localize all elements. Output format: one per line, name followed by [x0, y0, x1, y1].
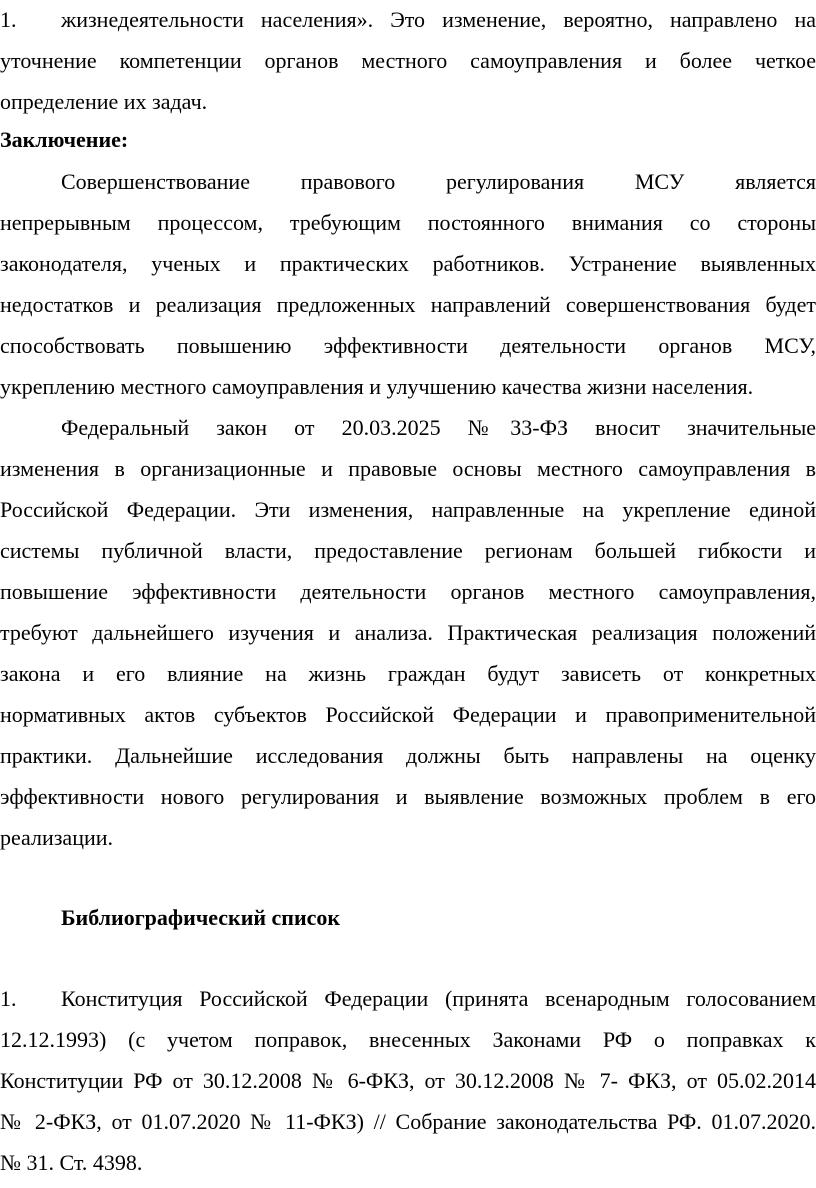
conclusion-p1-line-4: недостатков и реализация предложенных направлений совершенствования будет	[0, 292, 816, 317]
conclusion-p2-line-10: эффективности нового регулирования и выявление возможных проблем в его	[0, 784, 816, 809]
intro-text: жизнедеятельности населения». Это изменение, вероятно, направлено на	[61, 7, 816, 32]
bibliography-item-1-line-5: № 31. Ст. 4398.	[0, 1150, 143, 1175]
conclusion-p2-line-2: изменения в организационные и правовые основы местного самоуправления в	[0, 456, 816, 481]
conclusion-p2-line-11: реализации.	[0, 825, 114, 850]
conclusion-p1-line-1: Совершенствование правового регулирования МСУ является	[61, 169, 816, 194]
conclusion-p2-line-8: нормативных актов субъектов Российской Федерации и правоприменительной	[0, 702, 816, 727]
conclusion-p2-line-5: повышение эффективности деятельности органов местного самоуправления,	[0, 579, 816, 604]
intro-line-2: уточнение компетенции органов местного самоуправления и более четкое	[0, 48, 816, 73]
conclusion-p1-line-2: непрерывным процессом, требующим постоянного внимания со стороны	[0, 210, 816, 235]
conclusion-p2-line-4: системы публичной власти, предоставление регионам большей гибкости и	[0, 538, 816, 563]
conclusion-p2-line-3: Российской Федерации. Эти изменения, направленные на укрепление единой	[0, 497, 816, 522]
conclusion-p2-line-1: Федеральный закон от 20.03.2025 №33-ФЗ вносит значительные	[61, 415, 816, 440]
intro-item-number: 1.	[0, 7, 17, 32]
conclusion-p2-line-7: закона и его влияние на жизнь граждан будут зависеть от конкретных	[0, 661, 816, 686]
bibliography-item-1-line-1	[0, 981, 816, 1017]
bibliography-heading: Библиографический список	[61, 905, 341, 930]
conclusion-p1-line-5: способствовать повышению эффективности деятельности органов МСУ,	[0, 333, 816, 358]
conclusion-heading: Заключение:	[0, 127, 129, 152]
bibliography-item-1-line-2: 12.12.1993) (с учетом поправок, внесенных Законами РФ о поправках к	[0, 1027, 816, 1052]
conclusion-p2-line-6: требуют дальнейшего изучения и анализа. Практическая реализация положений	[0, 620, 816, 645]
intro-line-3: определение их задач.	[0, 89, 208, 114]
bibliography-item-1-text: Конституция Российской Федерации (принята всенародным голосованием	[61, 986, 816, 1011]
bibliography-item-number: 1.	[0, 986, 17, 1011]
conclusion-p2-line-9: практики. Дальнейшие исследования должны быть направлены на оценку	[0, 743, 816, 768]
conclusion-p1-line-6: укреплению местного самоуправления и улучшению качества жизни населения.	[0, 374, 754, 399]
intro-line-1	[0, 2, 816, 38]
bibliography-item-1-line-3: Конституции РФ от 30.12.2008 № 6-ФКЗ, от 30.12.2008 № 7- ФКЗ, от 05.02.2014	[0, 1068, 816, 1093]
bibliography-item-1-line-4: № 2-ФКЗ, от 01.07.2020 № 11-ФКЗ) // Собрание законодательства РФ. 01.07.2020.	[0, 1109, 816, 1134]
conclusion-p1-line-3: законодателя, ученых и практических работников. Устранение выявленных	[0, 251, 816, 276]
